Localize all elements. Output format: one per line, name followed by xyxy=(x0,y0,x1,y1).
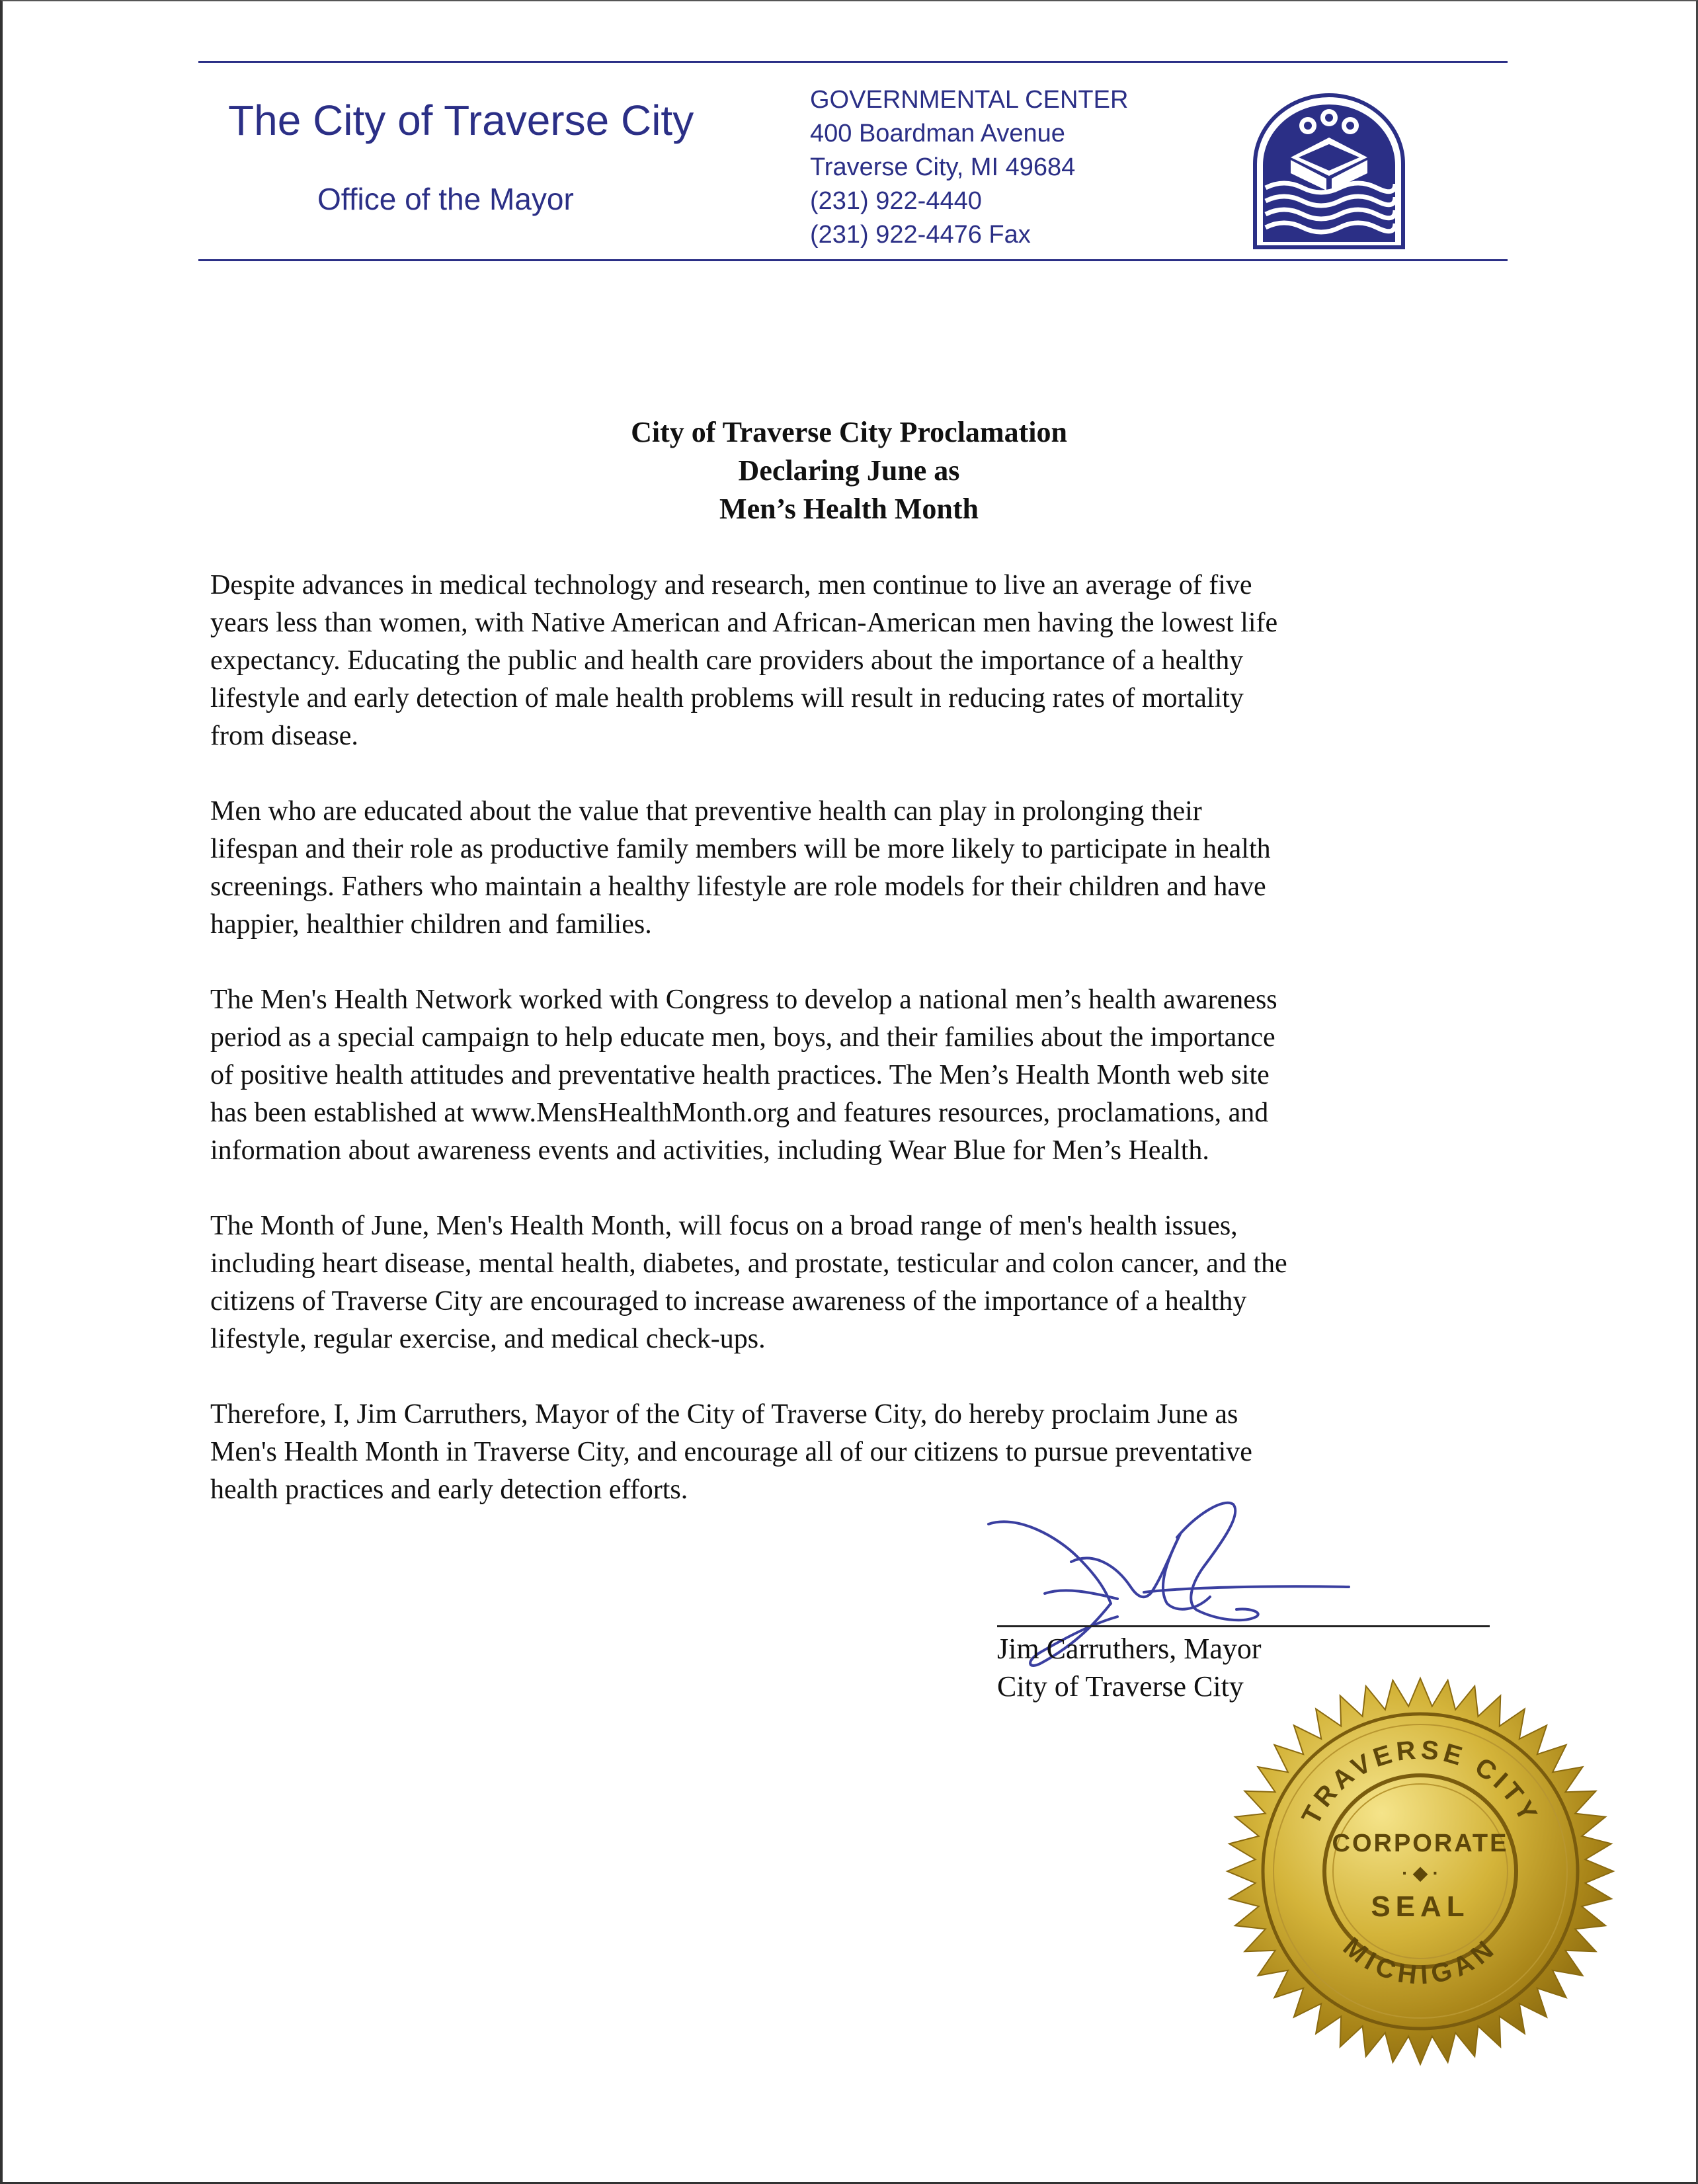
body-line: Despite advances in medical technology and research, men continue to live an average of five xyxy=(210,570,1252,600)
signature-line xyxy=(997,1625,1490,1627)
body-line: lifestyle, regular exercise, and medical check-ups. xyxy=(210,1324,766,1354)
paragraph-preventive-health xyxy=(210,793,1506,944)
body-line: including heart disease, mental health, diabetes, and prostate, testicular and colon cancer, and the xyxy=(210,1248,1287,1279)
svg-text:· ◆ ·: · ◆ · xyxy=(1402,1863,1439,1883)
body-line: expectancy. Educating the public and health care providers about the importance of a healthy xyxy=(210,645,1244,676)
seal-text-middle: CORPORATE xyxy=(1332,1830,1509,1857)
letterhead-top-rule xyxy=(198,61,1508,63)
seal-text-bottom: MICHIGAN xyxy=(1337,1931,1503,1991)
body-line: Men who are educated about the value that preventive health can play in prolonging their xyxy=(210,796,1202,827)
address-line: GOVERNMENTAL CENTER xyxy=(810,86,1129,114)
body-line: years less than women, with Native American and African-American men having the lowest life xyxy=(210,608,1278,638)
body-line: screenings. Fathers who maintain a healthy lifestyle are role models for their children and have xyxy=(210,871,1266,902)
address-line: 400 Boardman Avenue xyxy=(810,120,1065,147)
body-line: information about awareness events and activities, including Wear Blue for Men’s Health. xyxy=(210,1135,1209,1166)
letterhead-address xyxy=(810,83,1128,252)
body-line: of positive health attitudes and preventative health practices. The Men’s Health Month web site xyxy=(210,1060,1270,1090)
body-line: happier, healthier children and families. xyxy=(210,909,652,940)
seal-text-lower: SEAL xyxy=(1371,1890,1470,1923)
address-line: (231) 922-4476 Fax xyxy=(810,221,1031,249)
body-line: The Month of June, Men's Health Month, will focus on a broad range of men's health issues, xyxy=(210,1211,1238,1241)
address-line: Traverse City, MI 49684 xyxy=(810,153,1076,181)
body-line: Therefore, I, Jim Carruthers, Mayor of the City of Traverse City, do hereby proclaim June as xyxy=(210,1399,1238,1430)
signer-organization: City of Traverse City xyxy=(997,1670,1244,1703)
letterhead-city-name: The City of Traverse City xyxy=(228,97,694,144)
body-line: citizens of Traverse City are encouraged to increase awareness of the importance of a healthy xyxy=(210,1286,1247,1316)
body-line: period as a special campaign to help educate men, boys, and their families about the importance xyxy=(210,1022,1275,1053)
body-line: Men's Health Month in Traverse City, and encourage all of our citizens to pursue preventative xyxy=(210,1437,1252,1467)
seal-text-top: TRAVERSE CITY xyxy=(1296,1735,1545,1830)
address-line: (231) 922-4440 xyxy=(810,187,982,215)
paragraph-june-focus xyxy=(210,1207,1506,1358)
body-line: health practices and early detection efforts. xyxy=(210,1475,688,1505)
paragraph-advances xyxy=(210,567,1506,755)
paragraph-network xyxy=(210,981,1506,1170)
proclamation-title xyxy=(0,413,1698,528)
body-line: The Men's Health Network worked with Congress to develop a national men’s health awareness xyxy=(210,985,1277,1015)
letterhead-bottom-rule xyxy=(198,259,1508,261)
signer-name: Jim Carruthers, Mayor xyxy=(997,1633,1262,1665)
body-line: lifespan and their role as productive family members will be more likely to participate in health xyxy=(210,834,1271,864)
body-line: has been established at www.MensHealthMonth.org and features resources, proclamations, and xyxy=(210,1098,1269,1128)
proclamation-body xyxy=(210,567,1506,1547)
city-logo-icon xyxy=(1250,91,1408,250)
body-line: from disease. xyxy=(210,721,358,751)
letterhead-office-name: Office of the Mayor xyxy=(317,182,574,216)
title-line: City of Traverse City Proclamation xyxy=(631,416,1067,448)
title-line: Men’s Health Month xyxy=(719,493,979,525)
title-line: Declaring June as xyxy=(738,454,960,487)
body-line: lifestyle and early detection of male health problems will result in reducing rates of mortality xyxy=(210,683,1244,713)
gold-corporate-seal xyxy=(1222,1673,1619,2070)
